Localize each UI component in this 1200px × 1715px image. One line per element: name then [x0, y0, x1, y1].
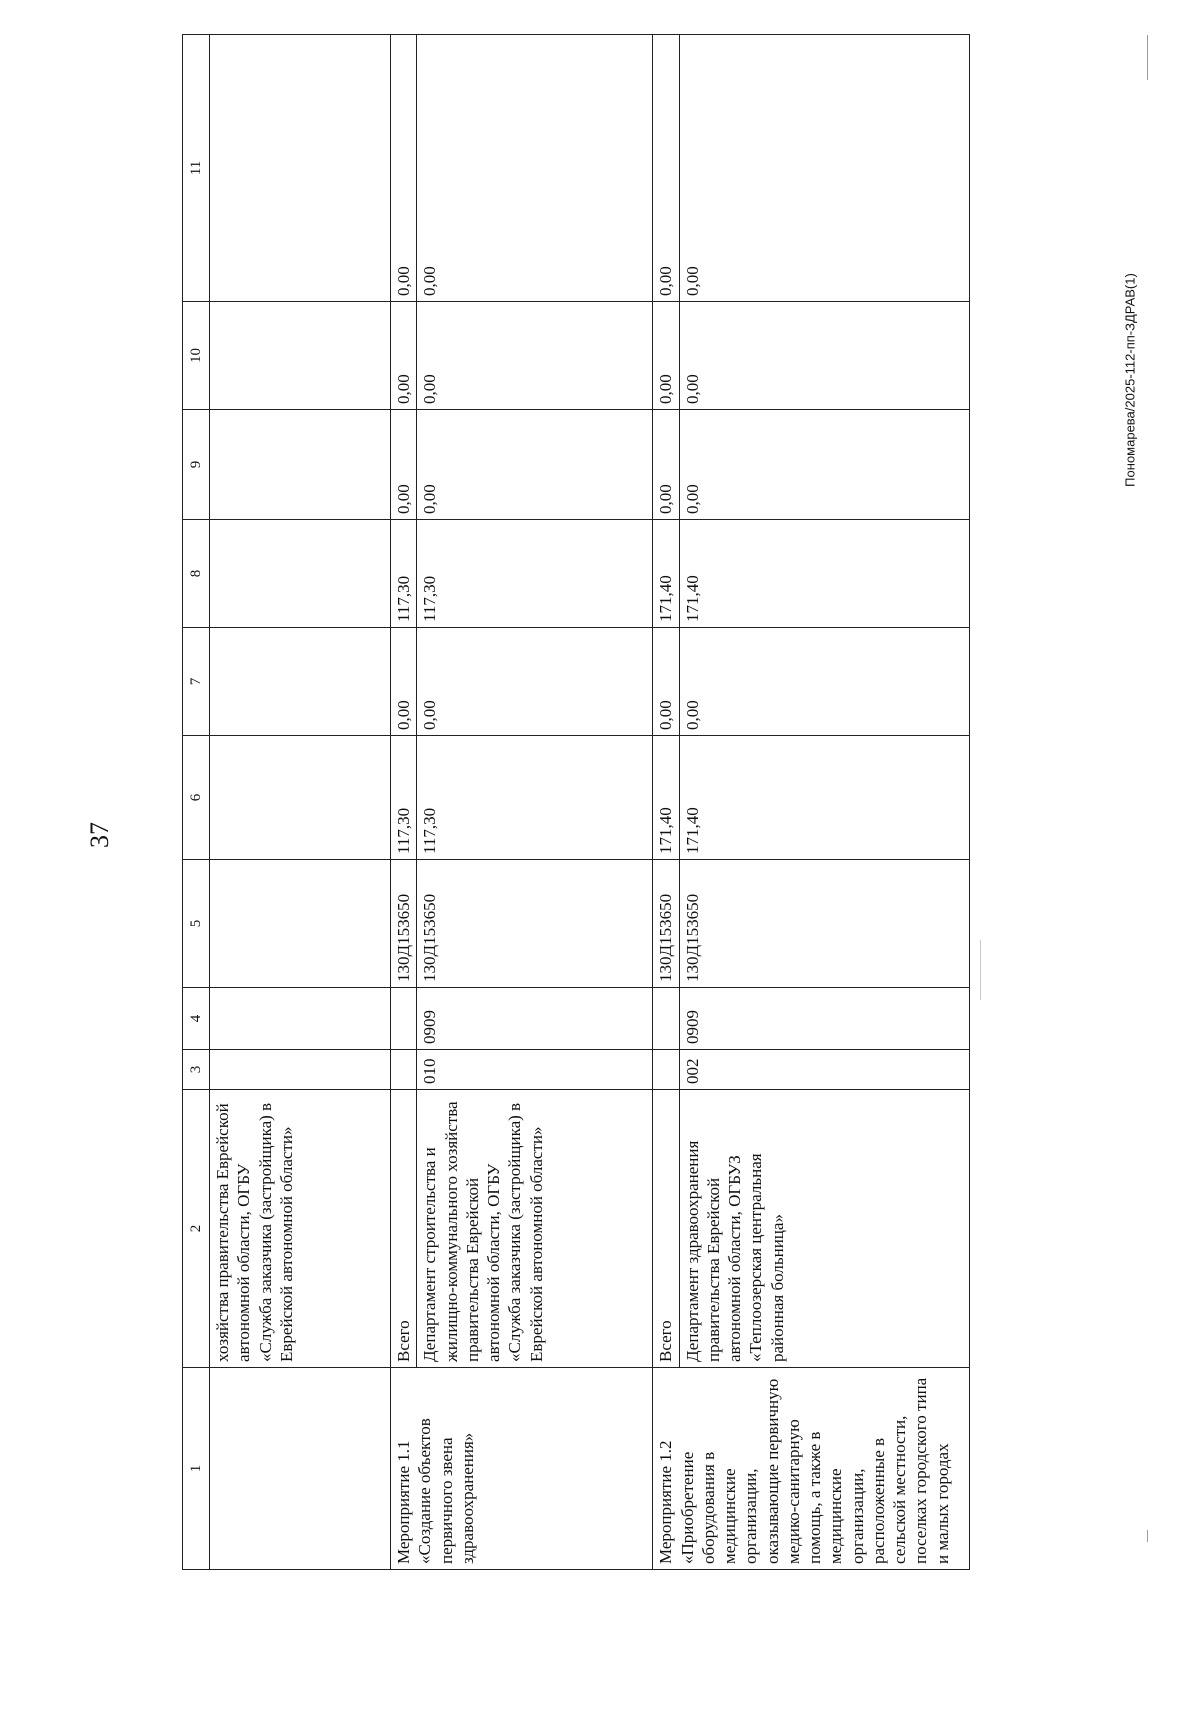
target-article-cell: 130Д153650 [653, 860, 679, 988]
budget-table [182, 34, 970, 1570]
grbs-code-cell: 002 [679, 1050, 969, 1090]
table-row [210, 35, 391, 1570]
value-cell: 171,40 [679, 520, 969, 628]
value-cell: 171,40 [679, 736, 969, 860]
value-cell: 0,00 [653, 410, 679, 520]
target-article-cell [210, 860, 391, 988]
value-cell: 0,00 [679, 35, 969, 302]
value-cell: 117,30 [417, 736, 653, 860]
executor-cell: Всего [653, 1090, 679, 1368]
section-code-cell [210, 988, 391, 1050]
value-cell [210, 628, 391, 736]
scan-artifact [1147, 1530, 1148, 1542]
column-number: 6 [183, 736, 210, 860]
value-cell: 0,00 [391, 302, 417, 410]
value-cell: 0,00 [679, 410, 969, 520]
target-article-cell: 130Д153650 [417, 860, 653, 988]
activity-cell: Мероприятие 1.1 «Создание объектов первичного звена здравоохранения» [391, 1368, 653, 1570]
value-cell: 0,00 [653, 628, 679, 736]
grbs-code-cell [391, 1050, 417, 1090]
column-number: 9 [183, 410, 210, 520]
executor-cell: Департамент здравоохранения правительства Еврейской автономной области, ОГБУЗ «Теплоозерская центральная районная больница» [679, 1090, 969, 1368]
section-code-cell [653, 988, 679, 1050]
column-number: 1 [183, 1368, 210, 1570]
column-number: 11 [183, 35, 210, 302]
section-code-cell: 0909 [417, 988, 653, 1050]
column-number: 7 [183, 628, 210, 736]
value-cell: 117,30 [391, 736, 417, 860]
page-number: 37 [85, 822, 114, 848]
column-number: 2 [183, 1090, 210, 1368]
value-cell: 0,00 [417, 302, 653, 410]
value-cell: 0,00 [391, 35, 417, 302]
table-row [679, 35, 969, 1570]
table-row [417, 35, 653, 1570]
column-number: 8 [183, 520, 210, 628]
column-number: 4 [183, 988, 210, 1050]
document-code-text: Пономарева/2025-112-пп-ЗДРАВ(1) [1122, 273, 1138, 487]
value-cell: 0,00 [653, 35, 679, 302]
activity-cell: Мероприятие 1.2 «Приобретение оборудования в медицинские организации, оказывающие первичную медико-санитарную помощь, а также в медицинские организации, расположенные в сельской местности, поселках городского типа и малых городах [653, 1368, 969, 1570]
value-cell: 0,00 [391, 628, 417, 736]
scan-artifact [1147, 35, 1148, 80]
target-article-cell: 130Д153650 [679, 860, 969, 988]
activity-cell [210, 1368, 391, 1570]
executor-cell: хозяйства правительства Еврейской автономной области, ОГБУ «Служба заказчика (застройщика) в Еврейской автономной области» [210, 1090, 391, 1368]
value-cell: 171,40 [653, 736, 679, 860]
value-cell: 171,40 [653, 520, 679, 628]
value-cell [210, 736, 391, 860]
column-number: 10 [183, 302, 210, 410]
column-number-row [183, 35, 210, 1570]
table-row [653, 35, 679, 1570]
value-cell: 0,00 [417, 410, 653, 520]
value-cell [210, 35, 391, 302]
value-cell [210, 410, 391, 520]
rotated-table-frame [182, 35, 1089, 1570]
value-cell: 0,00 [653, 302, 679, 410]
value-cell: 117,30 [391, 520, 417, 628]
target-article-cell: 130Д153650 [391, 860, 417, 988]
section-code-cell: 0909 [679, 988, 969, 1050]
value-cell: 0,00 [417, 35, 653, 302]
value-cell: 0,00 [679, 302, 969, 410]
executor-cell: Департамент строительства и жилищно-коммунального хозяйства правительства Еврейской автономной области, ОГБУ «Служба заказчика (застройщика) в Еврейской автономной области» [417, 1090, 653, 1368]
value-cell: 0,00 [679, 628, 969, 736]
value-cell [210, 520, 391, 628]
grbs-code-cell [653, 1050, 679, 1090]
value-cell: 0,00 [391, 410, 417, 520]
grbs-code-cell [210, 1050, 391, 1090]
column-number: 3 [183, 1050, 210, 1090]
value-cell: 117,30 [417, 520, 653, 628]
section-code-cell [391, 988, 417, 1050]
grbs-code-cell: 010 [417, 1050, 653, 1090]
table-row [391, 35, 417, 1570]
executor-cell: Всего [391, 1090, 417, 1368]
column-number: 5 [183, 860, 210, 988]
value-cell [210, 302, 391, 410]
value-cell: 0,00 [417, 628, 653, 736]
